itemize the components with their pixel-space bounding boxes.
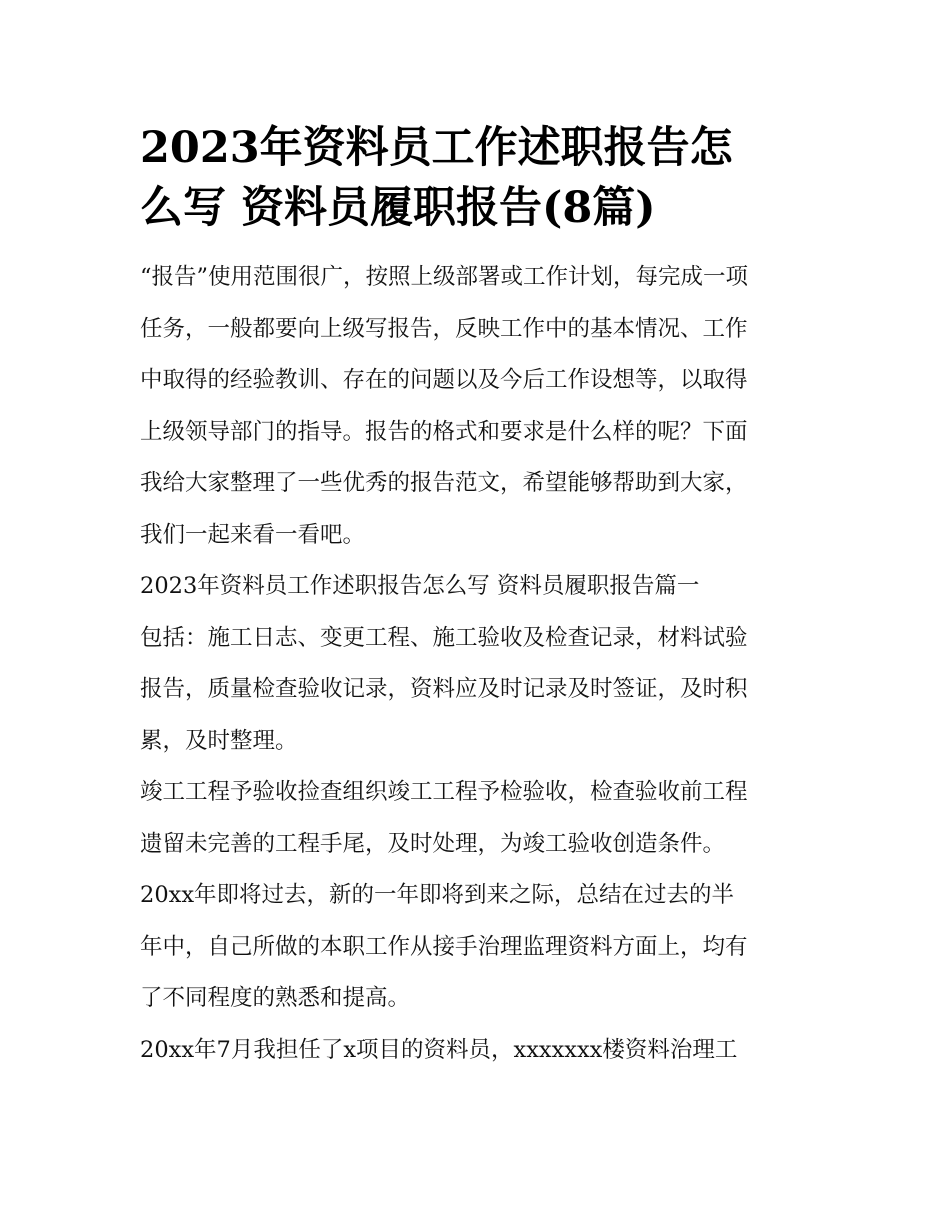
text-line: “报告”使用范围很广，按照上级部署或工作计划，每完成一项: [140, 264, 749, 290]
text-line: 了不同程度的熟悉和提高。: [140, 985, 411, 1011]
text-line: 年中，自己所做的本职工作从接手治理监理资料方面上，均有: [140, 933, 748, 960]
text-line: 我们一起来看一看吧。: [140, 521, 366, 548]
text-line: 20xx年7月我担任了x项目的资料员，xxxxxxx楼资料治理工: [140, 1036, 738, 1063]
body-paragraph: [140, 1025, 812, 1077]
document-body: [140, 118, 812, 1076]
title-line: 2023年资料员工作述职报告怎: [140, 123, 733, 173]
text-line: 包括：施工日志、变更工程、施工验收及检查记录，材料试验: [140, 624, 748, 651]
section-heading: [140, 561, 812, 613]
text-line: 我给大家整理了一些优秀的报告范文，希望能够帮助到大家，: [140, 470, 748, 496]
text-line: 遗留未完善的工程手尾，及时处理，为竣工验收创造条件。: [140, 830, 726, 857]
body-paragraph: [140, 613, 812, 768]
text-line: 上级领导部门的指导。报告的格式和要求是什么样的呢？下面: [140, 418, 748, 445]
text-line: 竣工工程予验收捡查组织竣工工程予检验收，检查验收前工程: [140, 779, 748, 805]
document-title: [140, 118, 812, 238]
title-line: 么写 资料员履职报告(8篇): [140, 183, 656, 233]
text-line: 20xx年即将过去，新的一年即将到来之际，总结在过去的半: [140, 882, 735, 908]
text-line: 累，及时整理。: [140, 727, 298, 754]
body-paragraph: [140, 870, 812, 1025]
text-line: 任务，一般都要向上级写报告，反映工作中的基本情况、工作: [140, 315, 748, 342]
text-line: 报告，质量检查验收记录，资料应及时记录及时签证，及时积: [140, 676, 748, 702]
text-line: 中取得的经验教训、存在的问题以及今后工作设想等，以取得: [140, 367, 748, 393]
text-line: 2023年资料员工作述职报告怎么写 资料员履职报告篇一: [140, 573, 700, 599]
body-paragraph: [140, 767, 812, 870]
intro-paragraph: [140, 252, 812, 561]
